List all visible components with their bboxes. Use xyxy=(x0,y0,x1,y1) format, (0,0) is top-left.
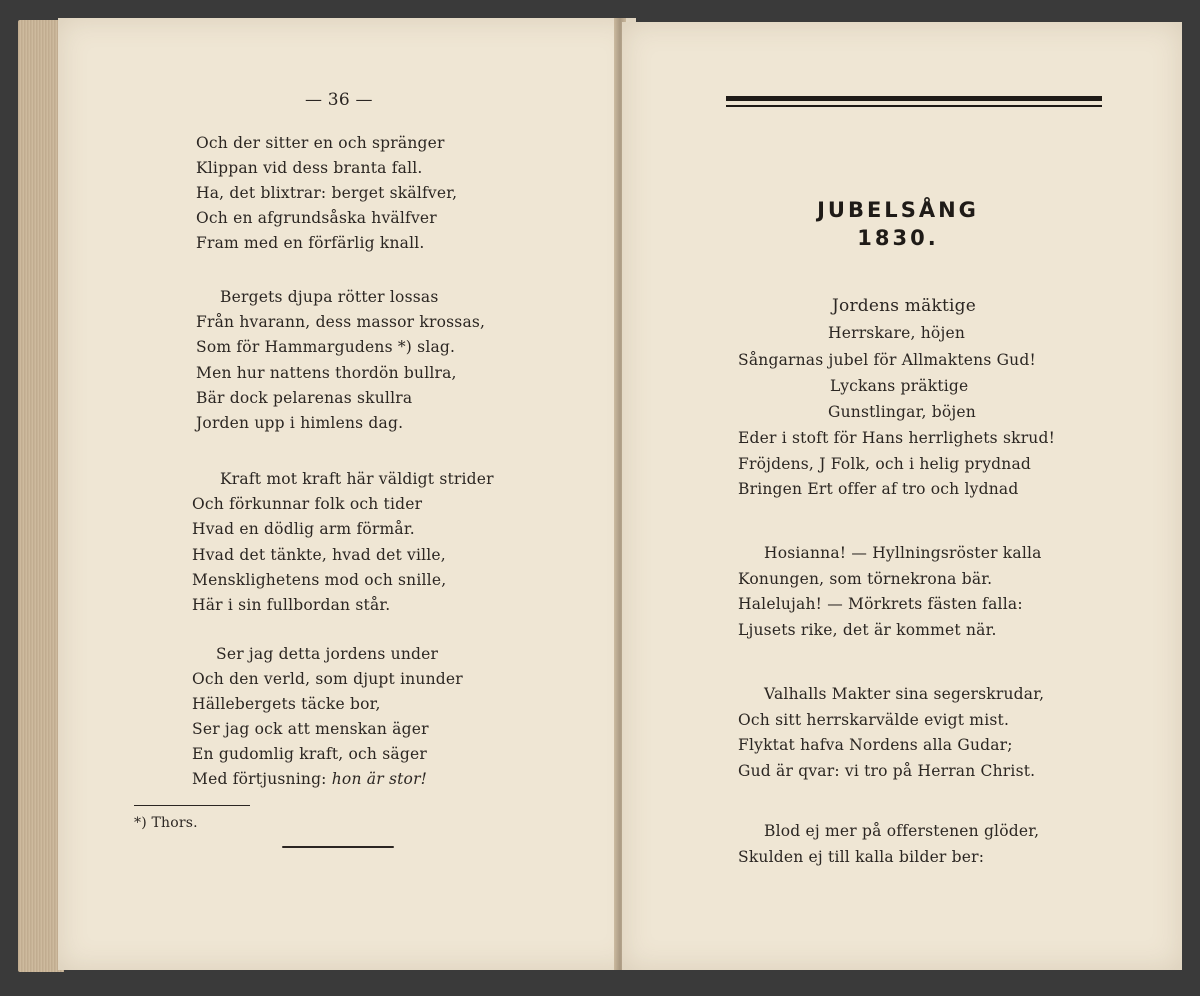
page-number: — 36 — xyxy=(305,90,373,110)
poem-line: Hosianna! — Hyllningsröster kalla xyxy=(764,544,1042,562)
poem-line: Fröjdens, J Folk, och i helig prydnad xyxy=(738,455,1032,473)
poem-line: Och den verld, som djupt inunder xyxy=(192,670,463,688)
poem-line: Sångarnas jubel för Allmaktens Gud! xyxy=(738,351,1036,369)
poem-line: Ser jag ock att menskan äger xyxy=(192,720,429,738)
poem-line: Och förkunnar folk och tider xyxy=(192,495,423,513)
poem-line: Skulden ej till kalla bilder ber: xyxy=(738,848,985,866)
poem-line: Halelujah! — Mörkrets fästen falla: xyxy=(738,595,1023,613)
poem-line: Jordens mäktige xyxy=(832,296,976,316)
poem-line: Jorden upp i himlens dag. xyxy=(196,414,404,432)
poem-line: Hällebergets täcke bor, xyxy=(192,695,381,713)
poem-line: Här i sin fullbordan står. xyxy=(192,596,391,614)
footnote-rule xyxy=(134,805,250,806)
poem-last-line xyxy=(192,770,427,788)
left-page xyxy=(58,18,636,970)
poem-line: Blod ej mer på offerstenen glöder, xyxy=(764,822,1040,840)
poem-year: 1830. xyxy=(857,226,939,250)
poem-line: En gudomlig kraft, och säger xyxy=(192,745,427,763)
poem-line: Och der sitter en och spränger xyxy=(196,134,445,152)
poem-line: Bergets djupa rötter lossas xyxy=(220,288,439,306)
poem-line: Lyckans präktige xyxy=(830,377,969,395)
poem-line: Klippan vid dess branta fall. xyxy=(196,159,423,177)
poem-line: Gud är qvar: vi tro på Herran Christ. xyxy=(738,762,1036,780)
poem-line: Konungen, som törnekrona bär. xyxy=(738,570,993,588)
poem-line: Valhalls Makter sina segerskrudar, xyxy=(764,685,1045,703)
poem-line: Herrskare, höjen xyxy=(828,324,966,342)
right-page xyxy=(622,22,1182,970)
poem-line: Som för Hammargudens *) slag. xyxy=(196,338,456,356)
header-rule-thick xyxy=(726,96,1102,101)
header-rule-thin xyxy=(726,105,1102,107)
poem-line-italic: hon är stor! xyxy=(331,770,428,788)
poem-line: Mensklighetens mod och snille, xyxy=(192,571,447,589)
poem-line: Bringen Ert offer af tro och lydnad xyxy=(738,480,1019,498)
poem-line: Och en afgrundsåska hvälfver xyxy=(196,209,437,227)
poem-line: Bär dock pelarenas skullra xyxy=(196,389,413,407)
poem-line: Kraft mot kraft här väldigt strider xyxy=(220,470,494,488)
poem-line: Ljusets rike, det är kommet när. xyxy=(738,621,997,639)
poem-line: Men hur nattens thordön bullra, xyxy=(196,364,457,382)
poem-line: Flyktat hafva Nordens alla Gudar; xyxy=(738,736,1013,754)
poem-line: Hvad en dödlig arm förmår. xyxy=(192,520,415,538)
poem-line: Gunstlingar, böjen xyxy=(828,403,976,421)
footnote: *) Thors. xyxy=(134,815,198,831)
poem-line: Ha, det blixtrar: berget skälfver, xyxy=(196,184,458,202)
poem-line: Ser jag detta jordens under xyxy=(216,645,439,663)
poem-line: Och sitt herrskarvälde evigt mist. xyxy=(738,711,1010,729)
end-ornament-rule xyxy=(282,846,394,848)
poem-line: Från hvarann, dess massor krossas, xyxy=(196,313,486,331)
poem-line-text: Med förtjusning: xyxy=(192,770,332,788)
poem-line: Eder i stoft för Hans herrlighets skrud! xyxy=(738,429,1056,447)
poem-line: Fram med en förfärlig knall. xyxy=(196,234,425,252)
open-book xyxy=(18,18,1182,972)
poem-line: Hvad det tänkte, hvad det ville, xyxy=(192,546,446,564)
poem-title: JUBELSÅNG xyxy=(817,198,979,222)
